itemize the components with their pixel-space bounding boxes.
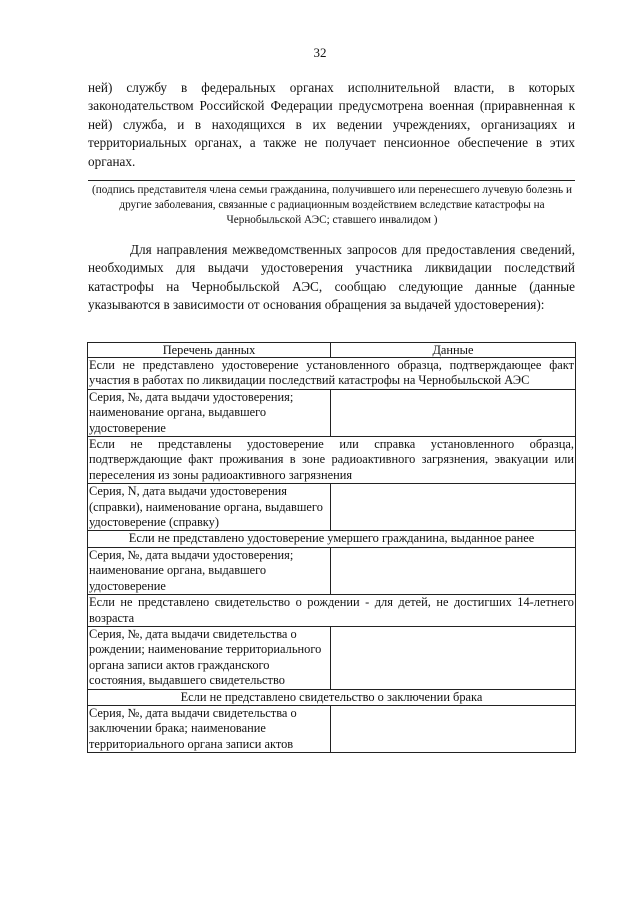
header-data: Данные bbox=[331, 343, 576, 358]
field-label: Серия, №, дата выдачи удостоверения; наименование органа, выдавшего удостоверение bbox=[88, 547, 331, 594]
table-header-row bbox=[88, 343, 576, 358]
field-value-input[interactable] bbox=[331, 484, 576, 531]
signature-caption: (подпись представителя члена семьи гражданина, получившего или перенесшего лучевую болезнь и другие заболевания, связанные с радиационным воздействием вследствие катастрофы на Чернобыльской АЭС; ставшего инвалидом ) bbox=[92, 184, 572, 226]
field-label: Серия, №, дата выдачи удостоверения; наименование органа, выдавшего удостоверение bbox=[88, 389, 331, 436]
data-table bbox=[87, 342, 576, 753]
section-birth-certificate: Если не представлено свидетельство о рождении - для детей, не достигших 14-летнего возраста bbox=[89, 595, 574, 625]
table-row bbox=[88, 547, 576, 594]
table-section-row bbox=[88, 689, 576, 705]
field-value-input[interactable] bbox=[331, 547, 576, 594]
field-label: Серия, N, дата выдачи удостоверения (справки), наименование органа, выдавшего удостоверение (справку) bbox=[88, 484, 331, 531]
table-section-row bbox=[88, 437, 576, 484]
intro-paragraph: ней) службу в федеральных органах исполнительной власти, в которых законодательством Российской Федерации предусмотрена военная (приравненная к ней) служба, и в находящихся в их ведении учреждениях, организациях и территориальных органах, а также не получает пенсионное обеспечение в этих органах. bbox=[88, 80, 575, 169]
field-value-input[interactable] bbox=[331, 705, 576, 752]
field-value-input[interactable] bbox=[331, 389, 576, 436]
section-residence-certificate: Если не представлены удостоверение или справка установленного образца, подтверждающие факт проживания в зоне радиоактивного загрязнения, эвакуации или переселения из зоны радиоактивного загрязнения bbox=[89, 437, 574, 482]
request-paragraph: Для направления межведомственных запросов для предоставления сведений, необходимых для выдачи удостоверения участника ликвидации последствий катастрофы на Чернобыльской АЭС, сообщаю следующие данные (данные указываются в зависимости от основания обращения за выдачей удостоверения): bbox=[88, 242, 575, 313]
table-row bbox=[88, 626, 576, 689]
section-liquidation-certificate: Если не представлено удостоверение установленного образца, подтверждающее факт участия в работах по ликвидации последствий катастрофы на Чернобыльской АЭС bbox=[89, 358, 574, 388]
signature-line bbox=[88, 180, 575, 181]
table-section-row bbox=[88, 595, 576, 627]
table-row bbox=[88, 705, 576, 752]
page-number: 32 bbox=[313, 45, 327, 60]
header-list: Перечень данных bbox=[88, 343, 331, 358]
section-deceased-certificate: Если не представлено удостоверение умершего гражданина, выданное ранее bbox=[88, 531, 576, 547]
table-section-row bbox=[88, 358, 576, 390]
field-value-input[interactable] bbox=[331, 626, 576, 689]
table-row bbox=[88, 389, 576, 436]
field-label: Серия, №, дата выдачи свидетельства о рождении; наименование территориального органа записи актов гражданского состояния, выдавшего свидетельство bbox=[88, 626, 331, 689]
table-section-row bbox=[88, 531, 576, 547]
field-label: Серия, №, дата выдачи свидетельства о заключении брака; наименование территориального органа записи актов bbox=[88, 705, 331, 752]
table-row bbox=[88, 484, 576, 531]
section-marriage-certificate: Если не представлено свидетельство о заключении брака bbox=[88, 689, 576, 705]
